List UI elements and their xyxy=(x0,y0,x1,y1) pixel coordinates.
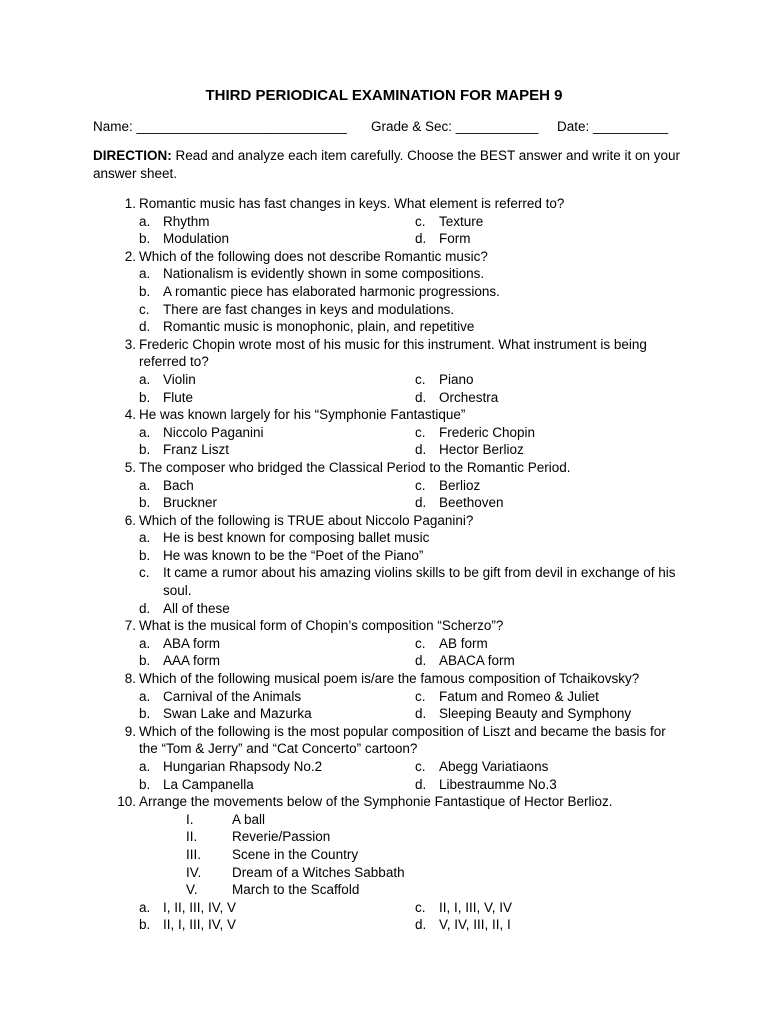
option-text: Niccolo Paganini xyxy=(163,424,264,440)
option-row xyxy=(0,916,768,934)
question-item xyxy=(0,406,768,424)
option-letter: c. xyxy=(415,688,426,704)
option-text: II, I, III, IV, V xyxy=(163,917,237,933)
question-number: 7. xyxy=(124,618,136,634)
option-row xyxy=(0,283,768,301)
option-text: Fatum and Romeo & Juliet xyxy=(439,688,599,704)
movement-item xyxy=(0,811,768,829)
question-text: He was known largely for his “Symphonie Fantastique” xyxy=(139,407,466,423)
option-text: II, I, III, V, IV xyxy=(439,899,513,915)
question-number: 1. xyxy=(124,196,136,211)
option-text: A romantic piece has elaborated harmonic progressions. xyxy=(163,283,500,299)
option-row xyxy=(0,424,768,442)
option-text: There are fast changes in keys and modulations. xyxy=(163,301,455,317)
option-letter: b. xyxy=(139,442,151,458)
movement-text: A ball xyxy=(232,811,266,827)
option-text: Frederic Chopin xyxy=(439,424,536,440)
option-letter: a. xyxy=(139,899,151,915)
movement-text: Dream of a Witches Sabbath xyxy=(232,864,405,880)
question-text: Which of the following musical poem is/are the famous composition of Tchaikovsky? xyxy=(139,671,640,687)
option-text: ABA form xyxy=(163,635,221,651)
question-text: Which of the following is the most popular composition of Liszt and became the basis for the “Tom & Jerry” and “Cat Concerto” cartoon? xyxy=(139,723,666,757)
option-letter: d. xyxy=(415,653,427,669)
option-row xyxy=(0,776,768,794)
option-letter: a. xyxy=(139,477,151,493)
question-item xyxy=(0,617,768,635)
question-number: 5. xyxy=(124,459,136,475)
option-letter: c. xyxy=(415,477,426,493)
option-letter: a. xyxy=(139,688,151,704)
option-text: Flute xyxy=(163,389,194,405)
option-row xyxy=(0,705,768,723)
option-letter: d. xyxy=(415,706,427,722)
date-field: Date: __________ xyxy=(557,119,669,134)
movement-text: Scene in the Country xyxy=(232,846,359,862)
option-row xyxy=(0,371,768,389)
question-item xyxy=(0,723,768,758)
option-text: Texture xyxy=(439,213,484,229)
option-text: AAA form xyxy=(163,653,221,669)
option-letter: d. xyxy=(415,917,427,933)
option-row xyxy=(0,635,768,653)
option-letter: b. xyxy=(139,653,151,669)
option-letter: d. xyxy=(415,442,427,458)
question-item xyxy=(0,248,768,266)
question-number: 3. xyxy=(124,336,136,352)
option-row xyxy=(0,477,768,495)
option-text: Nationalism is evidently shown in some compositions. xyxy=(163,266,485,282)
option-letter: d. xyxy=(139,319,151,335)
option-letter: b. xyxy=(139,495,151,511)
question-text: What is the musical form of Chopin’s composition “Scherzo”? xyxy=(139,618,504,634)
option-text: Orchestra xyxy=(439,389,499,405)
question-text: The composer who bridged the Classical Period to the Romantic Period. xyxy=(139,459,571,475)
option-text: AB form xyxy=(439,635,488,651)
option-letter: a. xyxy=(139,213,151,229)
option-text: Libestraumme No.3 xyxy=(439,776,557,792)
option-text: Berlioz xyxy=(439,477,481,493)
option-row xyxy=(0,230,768,248)
movement-text: March to the Scaffold xyxy=(232,882,360,898)
option-row xyxy=(0,318,768,336)
option-letter: c. xyxy=(415,759,426,774)
option-letter: d. xyxy=(415,231,427,247)
question-text: Frederic Chopin wrote most of his music for this instrument. What instrument is being referred to? xyxy=(139,336,647,370)
option-letter: a. xyxy=(139,530,151,546)
option-row xyxy=(0,213,768,231)
option-letter: a. xyxy=(139,424,151,440)
question-item xyxy=(0,670,768,688)
movement-number: III. xyxy=(186,846,202,862)
movement-item xyxy=(0,881,768,899)
option-text: Sleeping Beauty and Symphony xyxy=(439,706,632,722)
option-text: Form xyxy=(439,231,471,247)
option-letter: b. xyxy=(139,706,151,722)
option-text: Beethoven xyxy=(439,495,504,511)
option-letter: c. xyxy=(415,371,426,387)
question-number: 4. xyxy=(124,407,136,423)
option-text: Swan Lake and Mazurka xyxy=(163,706,312,722)
option-letter: c. xyxy=(415,424,426,440)
movement-item xyxy=(0,828,768,846)
option-text: Rhythm xyxy=(163,213,210,229)
option-row xyxy=(0,758,768,776)
direction-paragraph xyxy=(93,147,683,182)
movement-number: I. xyxy=(186,811,194,827)
option-letter: c. xyxy=(139,565,150,581)
option-text: Modulation xyxy=(163,231,230,247)
option-row xyxy=(0,265,768,283)
option-text: Hector Berlioz xyxy=(439,442,524,458)
movement-item xyxy=(0,846,768,864)
option-letter: a. xyxy=(139,371,151,387)
option-letter: d. xyxy=(415,776,427,792)
option-row xyxy=(0,652,768,670)
option-text: Abegg Variatiaons xyxy=(439,759,549,774)
question-item xyxy=(0,793,768,811)
option-letter: d. xyxy=(139,600,151,616)
option-letter: d. xyxy=(415,389,427,405)
option-text: I, II, III, IV, V xyxy=(163,899,237,915)
option-letter: b. xyxy=(139,231,151,247)
question-item xyxy=(0,459,768,477)
option-letter: c. xyxy=(415,635,426,651)
option-letter: a. xyxy=(139,266,151,282)
question-number: 10. xyxy=(117,794,136,810)
name-field: Name: ____________________________ xyxy=(93,119,347,134)
option-letter: b. xyxy=(139,917,151,933)
option-text: Piano xyxy=(439,371,474,387)
option-text: Romantic music is monophonic, plain, and repetitive xyxy=(163,319,475,335)
option-text: It came a rumor about his amazing violins skills to be gift from devil in exchange of his soul. xyxy=(163,565,676,599)
option-row xyxy=(0,389,768,407)
question-text: Which of the following does not describe Romantic music? xyxy=(139,248,488,264)
direction-text: Read and analyze each item carefully. Choose the BEST answer and write it on your answer sheet. xyxy=(93,148,681,181)
option-letter: b. xyxy=(139,389,151,405)
question-number: 8. xyxy=(124,671,136,687)
option-text: Bach xyxy=(163,477,194,493)
option-letter: b. xyxy=(139,283,151,299)
question-list xyxy=(0,195,768,934)
question-text: Which of the following is TRUE about Niccolo Paganini? xyxy=(139,512,474,528)
movement-number: IV. xyxy=(186,864,202,880)
question-number: 6. xyxy=(124,512,136,528)
option-text: He was known to be the “Poet of the Piano” xyxy=(163,547,424,563)
option-text: V, IV, III, II, I xyxy=(439,917,511,933)
student-info-row xyxy=(93,117,693,137)
option-row xyxy=(0,441,768,459)
grade-section-field: Grade & Sec: ___________ xyxy=(371,119,539,134)
option-row xyxy=(0,688,768,706)
option-row xyxy=(0,899,768,917)
question-item xyxy=(0,336,768,371)
option-text: Violin xyxy=(163,371,196,387)
option-letter: a. xyxy=(139,635,151,651)
option-letter: b. xyxy=(139,547,151,563)
option-text: ABACA form xyxy=(439,653,515,669)
option-row xyxy=(0,529,768,547)
direction-label: DIRECTION: xyxy=(93,148,172,163)
question-text: Romantic music has fast changes in keys. What element is referred to? xyxy=(139,196,565,211)
option-row xyxy=(0,600,768,618)
question-number: 2. xyxy=(124,248,136,264)
option-row xyxy=(0,301,768,319)
option-text: La Campanella xyxy=(163,776,254,792)
option-letter: a. xyxy=(139,759,151,774)
option-text: Franz Liszt xyxy=(163,442,230,458)
option-row xyxy=(0,547,768,565)
option-letter: c. xyxy=(139,301,150,317)
movement-number: II. xyxy=(186,829,198,845)
option-text: Carnival of the Animals xyxy=(163,688,302,704)
movement-number: V. xyxy=(186,882,198,898)
movement-item xyxy=(0,864,768,882)
option-text: Hungarian Rhapsody No.2 xyxy=(163,759,323,774)
option-letter: c. xyxy=(415,213,426,229)
option-text: Bruckner xyxy=(163,495,218,511)
question-number: 9. xyxy=(124,723,136,739)
option-letter: c. xyxy=(415,899,426,915)
option-text: All of these xyxy=(163,600,230,616)
option-letter: d. xyxy=(415,495,427,511)
option-letter: b. xyxy=(139,776,151,792)
option-text: He is best known for composing ballet music xyxy=(163,530,430,546)
movement-text: Reverie/Passion xyxy=(232,829,331,845)
page-title: THIRD PERIODICAL EXAMINATION FOR MAPEH 9 xyxy=(205,87,563,104)
question-text: Arrange the movements below of the Symphonie Fantastique of Hector Berlioz. xyxy=(139,794,613,810)
question-item xyxy=(0,512,768,530)
option-row xyxy=(0,564,768,599)
option-row xyxy=(0,494,768,512)
question-item xyxy=(0,195,768,213)
